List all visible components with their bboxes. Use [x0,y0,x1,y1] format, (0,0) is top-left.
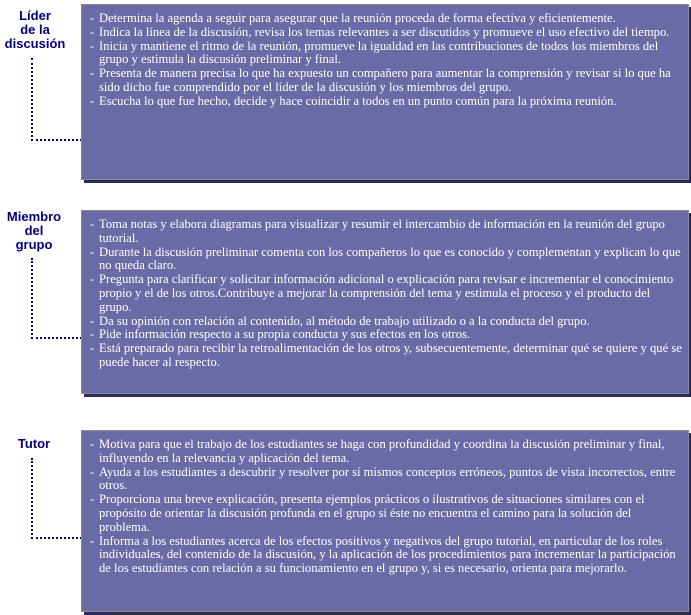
connector-miembro [31,258,82,339]
panel-miembro [81,210,689,394]
role-label-lider: Líder de la discusión [4,8,66,51]
connector-tutor [31,458,82,539]
panel-lider [81,4,689,180]
list-item: - Pide información respecto a su propia conducta y sus efectos en los otros. [90,327,471,342]
list-item: - Ayuda a los estudiantes a descubrir y resolver por sí mismos conceptos erróneos, puntos de vista incorrectos, entre otros. [90,464,676,493]
list-item: - Da su opinión con relación al contenido, al método de trabajo utilizado o a la conducta del grupo. [90,313,590,328]
role-label-tutor: Tutor [17,436,51,451]
list-item: - Toma notas y elabora diagramas para visualizar y resumir el intercambio de información en la reunión del grupo tutorial. [90,217,665,245]
item-list-miembro [90,218,684,370]
list-item: - Pregunta para clarificar y solicitar información adicional o explicación para revisar e incrementar el conocimiento propio y el de los otros.Contribuye a mejorar la comprensión del tema y estimula el proceso y el producto del grupo. [90,272,674,314]
list-item: - Escucha lo que fue hecho, decide y hace coincidir a todos en un punto común para la próxima reunión. [90,93,617,108]
list-item: - Está preparado para recibir la retroalimentación de los otros y, subsecuentemente, determinar qué se quiere y qué se puede hacer al respecto. [90,341,682,369]
list-item: - Durante la discusión preliminar comenta con los compañeros lo que es conocido y complementan y explican lo que no queda claro. [90,244,681,273]
item-list-tutor [90,438,684,576]
item-list-lider [90,12,684,109]
list-item: - Presenta de manera precisa lo que ha expuesto un compañero para aumentar la comprensión y revisar si lo que ha sido dicho fue comprendido por el líder de la discusión y los miembros del grupo. [90,66,671,94]
panel-tutor [81,430,689,612]
list-item: - Inicia y mantiene el ritmo de la reunión, promueve la igualdad en las contribuciones de todos los miembros del grupo y estimula la discusión preliminar y final. [90,38,659,67]
connector-lider [31,58,82,141]
list-item: - Informa a los estudiantes acerca de los efectos positivos y negativos del grupo tutorial, en particular de los roles individuales, del contenido de la discusión, y la aplicación de los procedimientos para incrementar la participación de los estudiantes con relación a su funcionamiento en el grupo y, si es necesario, orienta para mejorarlo. [90,533,676,576]
list-item: - Indica la línea de la discusión, revisa los temas relevantes a ser discutidos y promueve el uso efectivo del tiempo. [90,24,670,39]
role-label-miembro: Miembro del grupo [6,209,62,252]
list-item: - Determina la agenda a seguir para asegurar que la reunión proceda de forma efectiva y eficientemente. [90,11,616,25]
list-item: - Motiva para que el trabajo de los estudiantes se haga con profundidad y coordina la discusión preliminar y final, influyendo en la relevancia y aplicación del tema. [90,437,665,465]
list-item: - Proporciona una breve explicación, presenta ejemplos prácticos o ilustrativos de situaciones similares con el propósito de orientar la discusión profunda en el grupo si éste no encuentra el camino para la solución del problema. [90,492,645,534]
